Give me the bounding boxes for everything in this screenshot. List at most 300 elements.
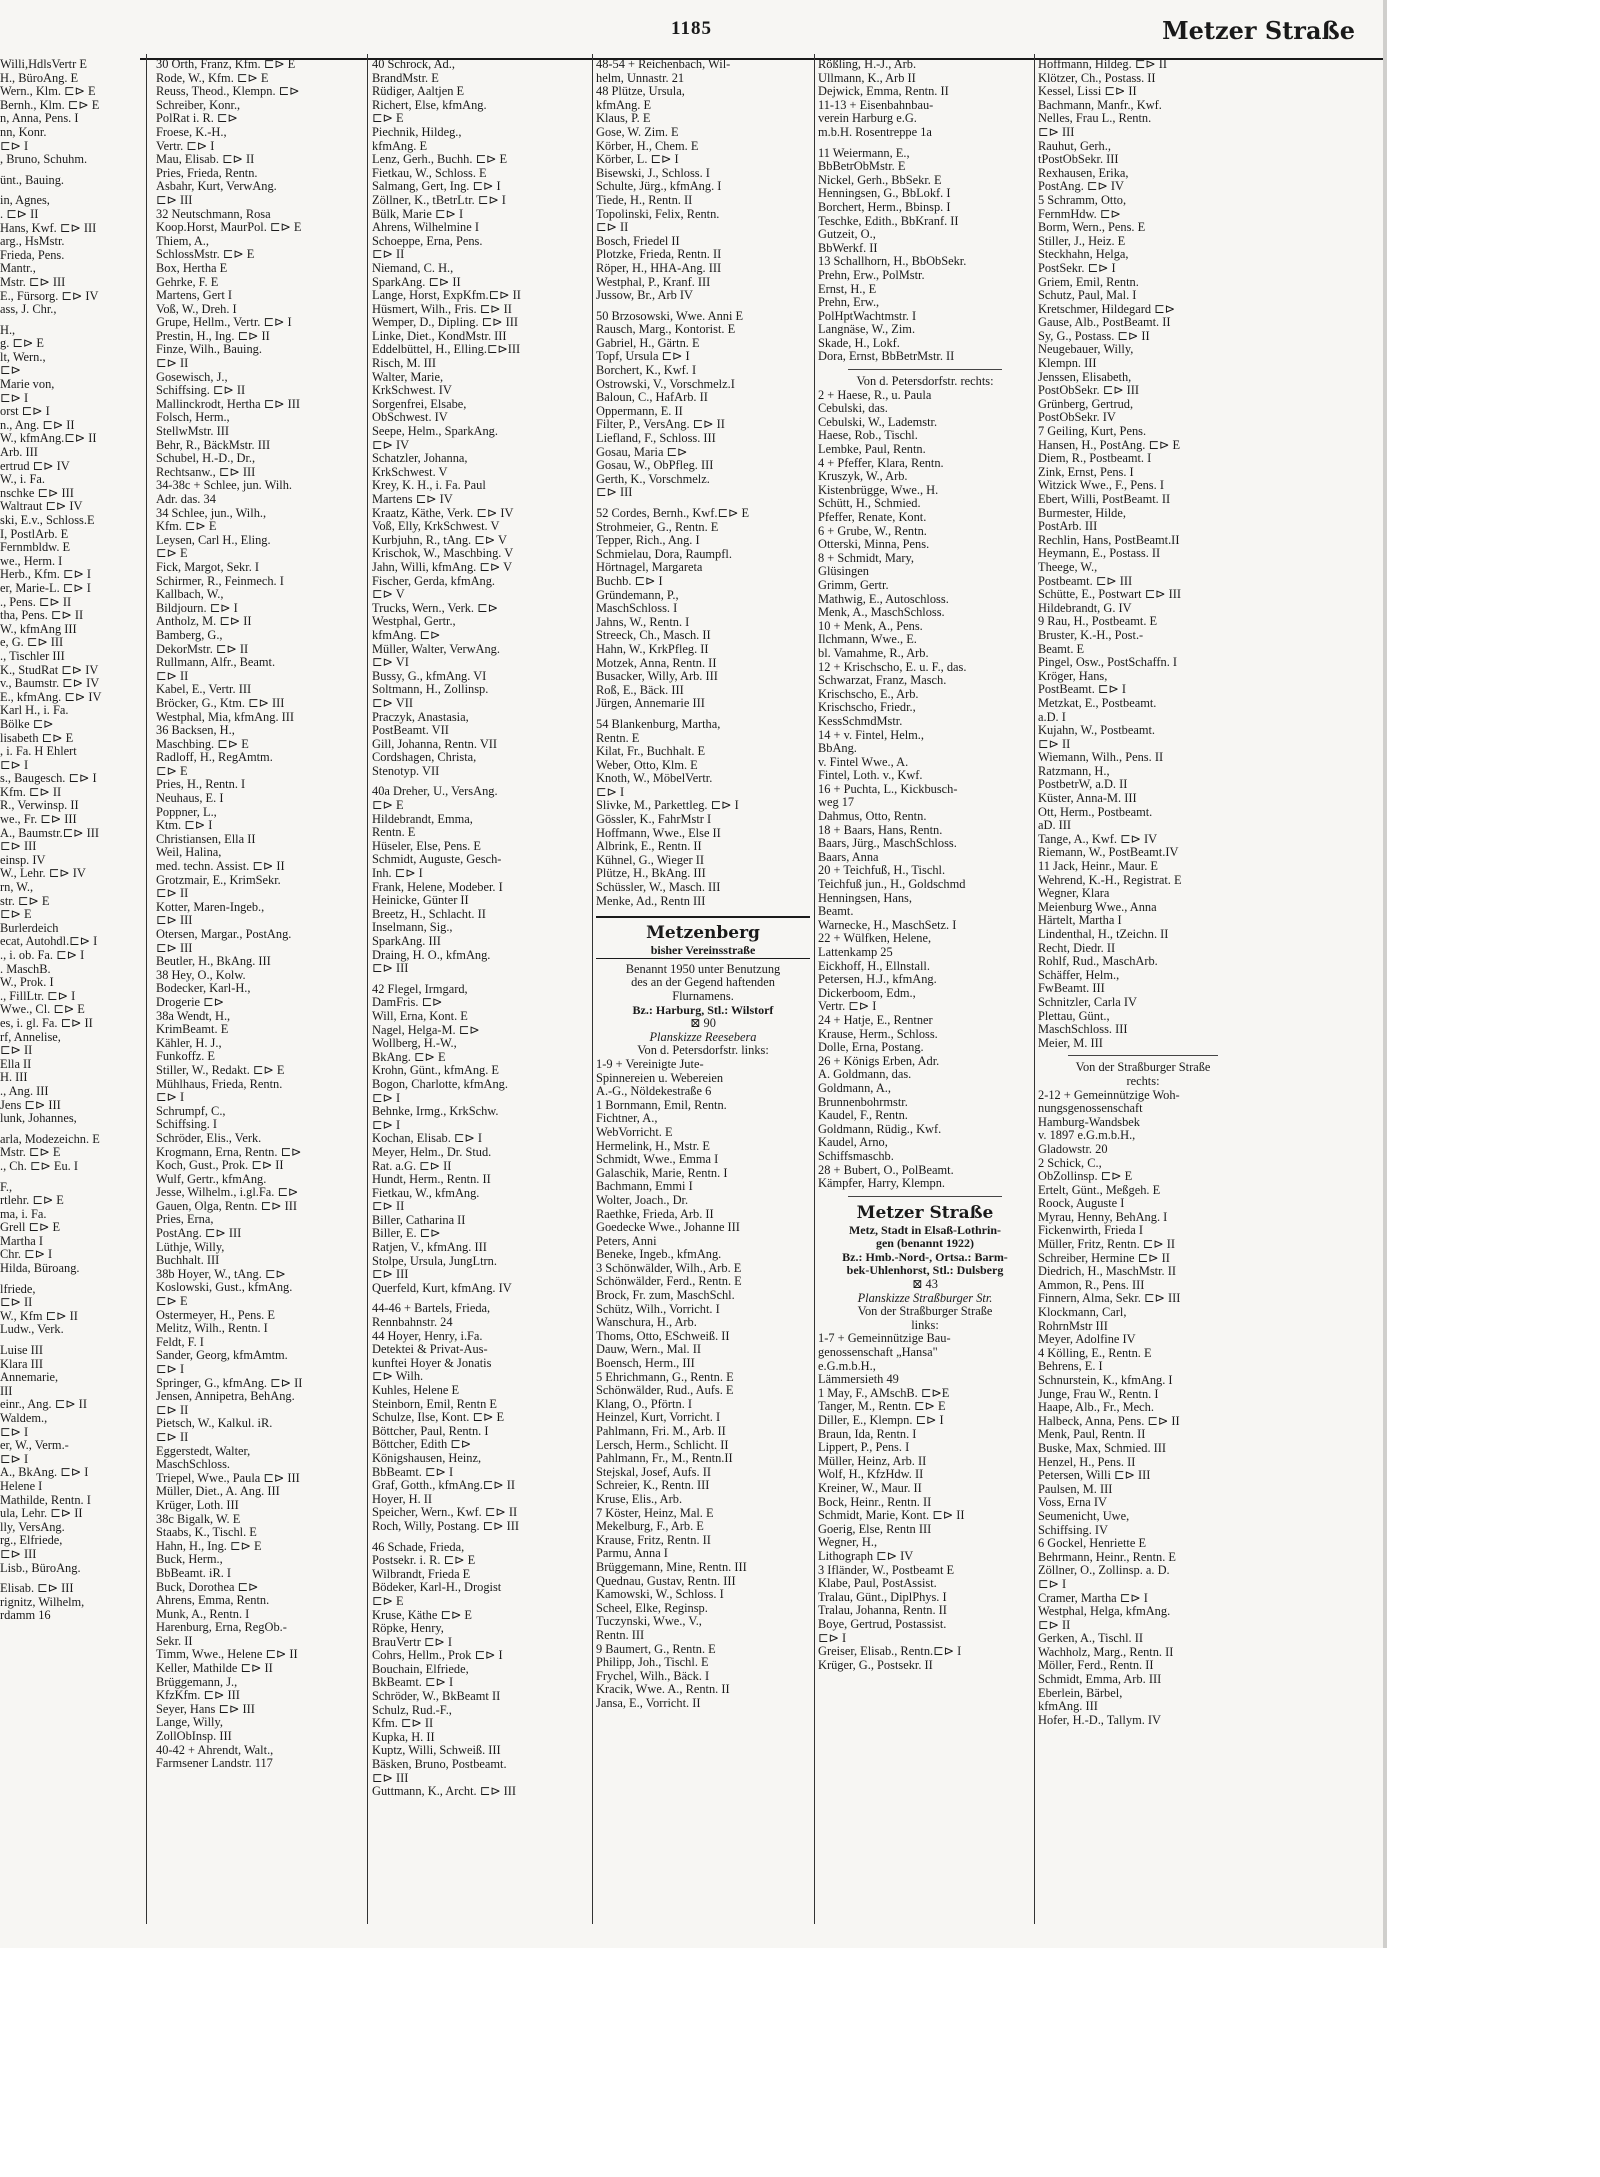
section-separator xyxy=(1068,1055,1218,1056)
directory-entry: 44-46 + Bartels, Frieda, xyxy=(372,1302,491,1316)
directory-entry: Kraatz, Käthe, Verk. ⊏⊳ IV xyxy=(372,506,514,520)
directory-entry: , Bruno, Schuhm. xyxy=(0,153,88,167)
directory-entry: BbWerkf. II xyxy=(818,241,878,255)
directory-entry: weg 17 xyxy=(818,796,855,810)
directory-entry: Rößling, H.-J., Arb. xyxy=(818,58,917,71)
directory-entry: Mstr. ⊏⊳ E xyxy=(0,1146,61,1160)
directory-entry: Kruse, Elis., Arb. xyxy=(596,1492,683,1506)
directory-entry: Warnecke, H., MaschSetz. I xyxy=(818,918,957,932)
directory-entry: Biller, E. ⊏⊳ xyxy=(372,1227,441,1241)
directory-entry: Jensen, Annipetra, BehAng. xyxy=(156,1390,295,1404)
directory-entry: Dickerboom, Edm., xyxy=(818,986,916,1000)
directory-entry: Tange, A., Kwf. ⊏⊳ IV xyxy=(1038,832,1158,846)
directory-entry: Kähler, H. J., xyxy=(156,1036,222,1050)
directory-entry: Topf, Ursula ⊏⊳ I xyxy=(596,350,690,364)
directory-entry: Willi,HdlsVertr E xyxy=(0,58,87,71)
directory-entry: 16 + Puchta, L., Kickbusch- xyxy=(818,782,958,796)
directory-entry: Westphal, Mia, kfmAng. III xyxy=(156,710,295,724)
directory-entry: Seepe, Helm., SparkAng. xyxy=(372,425,498,439)
directory-entry: Kotter, Maren-Ingeb., xyxy=(156,900,265,914)
directory-entry: DamFris. ⊏⊳ xyxy=(372,996,443,1010)
directory-entry: Pries, Erna, xyxy=(156,1213,214,1227)
directory-entry: Bachmann, Manfr., Kwf. xyxy=(1038,98,1162,112)
directory-entry: Kruse, Käthe ⊏⊳ E xyxy=(372,1608,473,1622)
directory-entry: Peters, Anni xyxy=(596,1234,657,1248)
directory-entry: Schiffsing. IV xyxy=(1038,1523,1108,1537)
directory-entry: ⊏⊳ III xyxy=(0,840,37,854)
directory-entry: Klockmann, Carl, xyxy=(1038,1306,1127,1320)
directory-entry: Buske, Max, Schmied. III xyxy=(1038,1441,1167,1455)
directory-entry: Praczyk, Anastasia, xyxy=(372,710,469,724)
directory-entry: R., Verwinsp. II xyxy=(0,799,79,813)
directory-entry: 54 Blankenburg, Martha, xyxy=(596,717,721,731)
directory-entry: e, G. ⊏⊳ III xyxy=(0,636,64,650)
directory-entry: Gosau, W., ObPfleg. III xyxy=(596,459,714,473)
directory-entry: Schnitzler, Carla IV xyxy=(1038,995,1137,1009)
directory-entry: BrandMstr. E xyxy=(372,71,439,85)
directory-entry: Ella II xyxy=(0,1057,32,1071)
street-info: Bz.: Harburg, Stl.: Wilstorf xyxy=(632,1002,774,1017)
directory-entry: rn, W., xyxy=(0,881,34,895)
directory-entry: Karl H., i. Fa. xyxy=(0,704,69,718)
directory-entry: BbBetrObMstr. E xyxy=(818,160,906,174)
directory-entry: Ilchmann, Wwe., E. xyxy=(818,633,917,647)
blank-line xyxy=(0,187,128,194)
directory-entry: Königshausen, Heinz, xyxy=(372,1451,482,1465)
directory-entry: Böttcher, Paul, Rentn. I xyxy=(372,1424,489,1438)
directory-entry: KrkSchwest. V xyxy=(372,465,448,479)
blank-line xyxy=(372,1534,590,1541)
column-divider xyxy=(1034,54,1035,1924)
directory-entry: PostBeamt. ⊏⊳ I xyxy=(1038,683,1126,697)
street-info: gen (benannt 1922) xyxy=(875,1236,974,1251)
directory-entry: v. Fintel Wwe., A. xyxy=(818,755,909,769)
directory-entry: Poppner, L., xyxy=(156,805,217,819)
directory-entry: Fischer, Gerda, kfmAng. xyxy=(372,574,496,588)
section-separator xyxy=(848,369,1002,370)
directory-entry: Koch, Gust., Prok. ⊏⊳ II xyxy=(156,1159,284,1173)
directory-entry: Kilat, Fr., Buchhalt. E xyxy=(596,745,706,759)
directory-entry: Wachholz, Marg., Rentn. II xyxy=(1038,1645,1174,1659)
directory-entry: Westphal, Gertr., xyxy=(372,615,456,629)
directory-entry: 30 Orth, Franz, Kfm. ⊏⊳ E xyxy=(156,58,296,71)
directory-entry: MaschSchloss. III xyxy=(1038,1023,1128,1037)
directory-entry: Wegner, Klara xyxy=(1038,887,1110,901)
directory-entry: ⊏⊳ E xyxy=(156,1295,188,1309)
blank-line xyxy=(372,976,590,983)
directory-entry: ., i. ob. Fa. ⊏⊳ I xyxy=(0,949,85,962)
directory-entry: PolHptWachtmstr. I xyxy=(818,309,917,323)
directory-entry: W., Kfm ⊏⊳ II xyxy=(0,1309,78,1323)
directory-entry: Schmidt, Auguste, Gesch- xyxy=(372,853,502,867)
directory-entry: . MaschB. xyxy=(0,962,51,976)
directory-entry: Niemand, C. H., xyxy=(372,261,454,275)
directory-entry: Gabriel, H., Gärtn. E xyxy=(596,336,700,350)
directory-entry: Hildebrandt, G. IV xyxy=(1038,601,1132,615)
directory-entry: Eberlein, Bärbel, xyxy=(1038,1686,1123,1700)
directory-entry: Rennbahnstr. 24 xyxy=(372,1316,453,1330)
directory-entry: Schubel, H.-D., Dr., xyxy=(156,452,256,466)
directory-entry: kfmAng. III xyxy=(1038,1700,1098,1714)
directory-entry: ⊏⊳ V xyxy=(372,588,405,602)
directory-entry: ObZollinsp. ⊏⊳ E xyxy=(1038,1170,1133,1184)
directory-entry: 40-42 + Ahrendt, Walt., xyxy=(156,1743,274,1757)
directory-entry: Gutzeit, O., xyxy=(818,228,876,242)
directory-entry: Ratjen, V., kfmAng. III xyxy=(372,1241,487,1255)
directory-entry: Farmsener Landstr. 117 xyxy=(156,1757,273,1771)
directory-entry: Klang, O., Pförtn. I xyxy=(596,1397,693,1411)
directory-entry: Hörtnagel, Margareta xyxy=(596,561,703,575)
directory-entry: Klara III xyxy=(0,1357,43,1371)
directory-entry: Hilda, Büroang. xyxy=(0,1262,80,1276)
directory-entry: Funkoffz. E xyxy=(156,1050,215,1064)
directory-entry: Westphal, Helga, kfmAng. xyxy=(1038,1605,1171,1619)
directory-entry: Klabe, Paul, PostAssist. xyxy=(818,1577,937,1591)
directory-entry: 32 Neutschmann, Rosa xyxy=(156,207,271,221)
directory-entry: ertrud ⊏⊳ IV xyxy=(0,459,70,473)
directory-entry: Roß, E., Bäck. III xyxy=(596,683,684,697)
directory-entry: aD. III xyxy=(1038,819,1072,833)
directory-entry: Westphal, P., Kranf. III xyxy=(596,275,711,289)
directory-entry: Rentn. E xyxy=(596,731,640,745)
blank-line xyxy=(0,1575,128,1582)
directory-entry: Tralau, Günt., DiplPhys. I xyxy=(818,1590,947,1604)
directory-entry: Dahmus, Otto, Rentn. xyxy=(818,810,927,824)
directory-entry: Hoffmann, Wwe., Else II xyxy=(596,826,721,840)
directory-entry: ⊏⊳ II xyxy=(372,1200,405,1214)
directory-entry: Bogon, Charlotte, kfmAng. xyxy=(372,1077,508,1091)
directory-entry: PolRat i. R. ⊏⊳ xyxy=(156,112,238,126)
directory-entry: ., Tischler III xyxy=(0,649,65,663)
directory-entry: Keller, Mathilde ⊏⊳ II xyxy=(156,1662,273,1676)
directory-entry: Box, Hertha E xyxy=(156,261,228,275)
directory-entry: Buchb. ⊏⊳ I xyxy=(596,574,663,588)
directory-entry: 20 + Teichfuß, H., Tischl. xyxy=(818,864,946,878)
directory-entry: Küster, Anna-M. III xyxy=(1038,792,1137,806)
directory-entry: einr., Ang. ⊏⊳ II xyxy=(0,1398,87,1412)
directory-entry: Galaschik, Marie, Rentn. I xyxy=(596,1166,728,1180)
directory-entry: Junge, Frau W., Rentn. I xyxy=(1038,1387,1159,1401)
directory-entry: Meyer, Helm., Dr. Stud. xyxy=(372,1145,492,1159)
directory-entry: Bödeker, Karl-H., Drogist xyxy=(372,1581,502,1595)
directory-entry: Speicher, Wern., Kwf. ⊏⊳ II xyxy=(372,1506,518,1520)
directory-entry: Krischok, W., Maschbing. V xyxy=(372,547,514,561)
directory-entry: 12 + Krischscho, E. u. F., das. xyxy=(818,660,967,674)
directory-entry: Rüdiger, Aaltjen E xyxy=(372,85,465,99)
directory-entry: Henningsen, G., BbLokf. I xyxy=(818,187,951,201)
directory-entry: Gill, Johanna, Rentn. VII xyxy=(372,737,498,751)
directory-entry: Detektei & Privat-Aus- xyxy=(372,1343,488,1357)
directory-entry: er, Marie-L. ⊏⊳ I xyxy=(0,581,91,595)
directory-entry: Böttcher, Edith ⊏⊳ xyxy=(372,1438,472,1452)
directory-entry: Härtelt, Martha I xyxy=(1038,914,1122,928)
directory-entry: Slivke, M., Parkettleg. ⊏⊳ I xyxy=(596,799,739,813)
directory-entry: Burlerdeich xyxy=(0,921,59,935)
directory-entry: Körber, H., Chem. E xyxy=(596,139,699,153)
directory-entry: Fernmbldw. E xyxy=(0,541,71,555)
directory-entry: Henzel, H., Pens. II xyxy=(1038,1455,1136,1469)
directory-entry: Koop.Horst, MaurPol. ⊏⊳ E xyxy=(156,221,302,235)
directory-entry: Wern., Klm. ⊏⊳ E xyxy=(0,85,96,99)
directory-entry: Brunnenbohrmstr. xyxy=(818,1095,908,1109)
directory-entry: Kühnel, G., Wieger II xyxy=(596,853,705,867)
directory-entry: Sorgenfrei, Elsabe, xyxy=(372,397,467,411)
directory-entry: Annemarie, xyxy=(0,1371,59,1385)
page-header xyxy=(0,12,1383,52)
directory-entry: ⊏⊳ III xyxy=(372,1268,409,1282)
directory-entry: einsp. IV xyxy=(0,853,46,867)
directory-entry: Quednau, Gustav, Rentn. III xyxy=(596,1574,736,1588)
directory-entry: in, Agnes, xyxy=(0,194,50,208)
directory-entry: Rausch, Marg., Kontorist. E xyxy=(596,323,736,337)
blank-line xyxy=(372,778,590,785)
blank-line xyxy=(0,167,128,174)
directory-entry: Buck, Dorothea ⊏⊳ xyxy=(156,1580,259,1594)
street-note: Benannt 1950 unter Benutzung xyxy=(625,961,781,976)
directory-entry: Busacker, Willy, Arb. III xyxy=(596,670,718,684)
directory-entry: Hüsmert, Wilh., Fris. ⊏⊳ II xyxy=(372,302,512,316)
directory-entry: Kessel, Lissi ⊏⊳ II xyxy=(1038,85,1137,99)
directory-entry: Hofer, H.-D., Tallym. IV xyxy=(1038,1713,1161,1727)
directory-entry: Wollberg, H.-W., xyxy=(372,1037,457,1051)
directory-entry: Pahlmann, Fri. M., Arb. II xyxy=(596,1425,726,1438)
directory-entry: Kröger, Hans, xyxy=(1038,669,1108,683)
directory-entry: Kurbjuhn, R., tAng. ⊏⊳ V xyxy=(372,533,507,547)
directory-entry: Schönwälder, Ferd., Rentn. E xyxy=(596,1275,742,1289)
directory-entry: er, W., Verm.- xyxy=(0,1439,69,1453)
directory-entry: med. techn. Assist. ⊏⊳ II xyxy=(156,860,285,874)
directory-entry: Triepel, Wwe., Paula ⊏⊳ III xyxy=(156,1471,300,1485)
directory-entry: Kaudel, Arno, xyxy=(818,1136,888,1150)
directory-entry: Schütz, Wilh., Vorricht. I xyxy=(596,1302,720,1316)
directory-entry: Plütze, H., BkAng. III xyxy=(596,867,706,881)
directory-entry: Querfeld, Kurt, kfmAng. IV xyxy=(372,1281,512,1295)
directory-entry: Weil, Halina, xyxy=(156,846,222,860)
directory-entry: Rechtsanw., ⊏⊳ III xyxy=(156,465,256,479)
directory-entry: ⊏⊳ I xyxy=(156,1091,185,1105)
directory-entry: Herb., Kfm. ⊏⊳ I xyxy=(0,568,92,582)
directory-entry: ⊏⊳ xyxy=(0,364,21,378)
directory-entry: kunftei Hoyer & Jonatis xyxy=(372,1356,492,1370)
directory-entry: Gose, W. Zim. E xyxy=(596,125,679,139)
directory-entry: rignitz, Wilhelm, xyxy=(0,1595,85,1609)
directory-entry: III xyxy=(0,1384,13,1398)
directory-entry: Schnurstein, K., kfmAng. I xyxy=(1038,1374,1173,1387)
directory-entry: Schulze, Ilse, Kont. ⊏⊳ E xyxy=(372,1411,505,1425)
directory-entry: Menke, Ad., Rentn III xyxy=(596,894,706,908)
directory-entry: lt, Wern., xyxy=(0,350,46,364)
directory-entry: Schwarzat, Franz, Masch. xyxy=(818,674,947,688)
directory-entry: Hermelink, H., Mstr. E xyxy=(596,1139,710,1153)
directory-entry: BbBeamt. ⊏⊳ I xyxy=(372,1465,454,1479)
column-divider xyxy=(146,54,147,1924)
directory-entry: Bäsken, Bruno, Postbeamt. xyxy=(372,1758,507,1772)
directory-entry: Pingel, Osw., PostSchaffn. I xyxy=(1038,656,1178,670)
directory-entry: Schiffsing. ⊏⊳ II xyxy=(156,384,246,398)
directory-entry: 11 Weiermann, E., xyxy=(818,146,910,160)
directory-entry: Jahn, Willi, kfmAng. ⊏⊳ V xyxy=(372,560,513,574)
directory-entry: ⊏⊳ E xyxy=(0,908,32,922)
directory-entry: BbAng. xyxy=(818,742,857,756)
directory-entry: Mstr. ⊏⊳ III xyxy=(0,275,66,289)
directory-entry: Jussow, Br., Arb IV xyxy=(596,289,693,303)
directory-entry: Schulte, Jürg., kfmAng. I xyxy=(596,180,722,194)
directory-entry: Schmidt, Marie, Kont. ⊏⊳ II xyxy=(818,1509,965,1523)
directory-entry: 1-7 + Gemeinnützige Bau- xyxy=(818,1332,951,1346)
directory-entry: Motzek, Anna, Rentn. II xyxy=(596,656,717,670)
directory-entry: Brüggemann, Mine, Rentn. III xyxy=(596,1560,747,1574)
directory-entry: 22 + Wülfken, Helene, xyxy=(818,932,932,946)
directory-entry: Schiffsmaschb. xyxy=(818,1149,894,1163)
directory-entry: Teschke, Edith., BbKranf. II xyxy=(818,214,959,228)
directory-entry: Heinzel, Kurt, Vorricht. I xyxy=(596,1411,721,1425)
directory-entry: Lersch, Herm., Schlicht. II xyxy=(596,1438,729,1452)
directory-entry: rdamm 16 xyxy=(0,1609,51,1623)
directory-entry: Harenburg, Erna, RegOb.- xyxy=(156,1621,287,1635)
directory-entry: Beamt. E xyxy=(1038,642,1085,656)
directory-entry: Kretschmer, Hildegard ⊏⊳ xyxy=(1038,302,1176,316)
blank-line xyxy=(596,303,810,310)
directory-entry: m.b.H. Rosentreppe 1a xyxy=(818,125,932,139)
directory-entry: Inselmann, Sig., xyxy=(372,921,453,935)
directory-entry: Bülk, Marie ⊏⊳ I xyxy=(372,207,464,221)
directory-entry: Soltmann, H., Zollinsp. xyxy=(372,683,489,697)
directory-entry: Borchert, K., Kwf. I xyxy=(596,364,697,378)
directory-entry: Filter, P., VersAng. ⊏⊳ II xyxy=(596,418,725,432)
directory-entry: Melitz, Wilh., Rentn. I xyxy=(156,1322,268,1336)
directory-entry: PostbetrW, a.D. II xyxy=(1038,778,1128,792)
directory-entry: Roch, Willy, Postang. ⊏⊳ III xyxy=(372,1519,520,1533)
directory-entry: Cramer, Martha ⊏⊳ I xyxy=(1038,1591,1148,1605)
directory-entry: Linke, Diet., KondMstr. III xyxy=(372,329,507,343)
directory-entry: ⊏⊳ III xyxy=(372,1771,409,1785)
planskizze-note: Planskizze Reesebera xyxy=(649,1029,757,1044)
directory-entry: PostAng. ⊏⊳ IV xyxy=(1038,180,1124,194)
directory-entry: Guttmann, K., Archt. ⊏⊳ III xyxy=(372,1785,517,1799)
directory-entry: Müller, Walter, VerwAng. xyxy=(372,642,500,656)
directory-entry: Röper, H., HHA-Ang. III xyxy=(596,261,722,275)
directory-entry: Kfm. ⊏⊳ II xyxy=(0,785,62,799)
directory-entry: Diedrich, H., MaschMstr. II xyxy=(1038,1265,1176,1279)
directory-entry: Schreier, K., Rentn. III xyxy=(596,1479,710,1493)
blank-line xyxy=(0,317,128,324)
directory-entry: BbBeamt. iR. I xyxy=(156,1566,232,1580)
directory-entry: Kamowski, W., Schloss. I xyxy=(596,1588,724,1602)
directory-entry: Knoth, W., MöbelVertr. xyxy=(596,772,713,786)
street-note: rechts: xyxy=(1126,1073,1160,1088)
directory-entry: lfriede, xyxy=(0,1282,36,1296)
directory-entry: Bamberg, G., xyxy=(156,628,223,642)
directory-entry: Haese, Rob., Tischl. xyxy=(818,429,918,443)
directory-entry: Schoeppe, Erna, Pens. xyxy=(372,234,483,248)
directory-entry: rf, Annelise, xyxy=(0,1030,61,1044)
directory-entry: Ebert, Willi, PostBeamt. II xyxy=(1038,493,1171,506)
directory-entry: A., Baumstr.⊏⊳ III xyxy=(0,826,99,840)
directory-entry: Ullmann, K., Arb II xyxy=(818,71,916,85)
directory-entry: 24 + Hatje, E., Rentner xyxy=(818,1013,933,1027)
directory-entry: FwBeamt. III xyxy=(1038,982,1105,996)
directory-entry: Rode, W., Kfm. ⊏⊳ E xyxy=(156,71,269,85)
directory-entry: ⊏⊳ II xyxy=(372,248,405,262)
directory-entry: Fintel, Loth. v., Kwf. xyxy=(818,769,923,783)
directory-entry: Gosau, Maria ⊏⊳ xyxy=(596,445,688,459)
directory-entry: Mathilde, Rentn. I xyxy=(0,1493,91,1507)
directory-entry: ⊏⊳ II xyxy=(156,357,189,371)
directory-entry: Kabel, E., Vertr. III xyxy=(156,683,252,697)
directory-entry: Zink, Ernst, Pens. I xyxy=(1038,465,1134,479)
directory-entry: Sy, G., Postass. ⊏⊳ II xyxy=(1038,329,1150,343)
directory-entry: Schmidt, Emma, Arb. III xyxy=(1038,1673,1162,1687)
directory-entry: lunk, Johannes, xyxy=(0,1112,77,1126)
directory-entry: Liefland, F., Schloss. III xyxy=(596,432,716,446)
directory-entry: Voß, Elly, KrkSchwest. V xyxy=(372,520,500,534)
directory-entry: 13 Schallhorn, H., BbObSekr. xyxy=(818,255,967,269)
directory-entry: Martha I xyxy=(0,1234,44,1248)
directory-entry: Rat. a.G. ⊏⊳ II xyxy=(372,1159,452,1173)
directory-entry: ⊏⊳ I xyxy=(0,391,29,405)
directory-entry: ⊏⊳ III xyxy=(156,941,193,955)
directory-entry: es, i. gl. Fa. ⊏⊳ II xyxy=(0,1016,93,1030)
directory-entry: Hildebrandt, Emma, xyxy=(372,812,473,826)
directory-entry: Steinborn, Emil, Rentn E xyxy=(372,1397,497,1411)
column-1 xyxy=(156,58,364,1928)
directory-entry: Springer, G., kfmAng. ⊏⊳ II xyxy=(156,1376,303,1390)
directory-entry: Eddelbüttel, H., Elling.⊏⊳III xyxy=(372,343,521,357)
column-2 xyxy=(372,58,590,1928)
directory-entry: 46 Schade, Frieda, xyxy=(372,1540,465,1554)
directory-entry: H., xyxy=(0,323,16,337)
directory-entry: Topolinski, Felix, Rentn. xyxy=(596,207,720,221)
directory-entry: Meier, M. III xyxy=(1038,1036,1103,1050)
directory-entry: . ⊏⊳ II xyxy=(0,207,39,221)
directory-entry: Schutz, Paul, Mal. I xyxy=(1038,289,1137,303)
directory-entry: Behrmann, Heinr., Rentn. E xyxy=(1038,1550,1176,1564)
directory-entry: Klötzer, Ch., Postass. II xyxy=(1038,71,1156,85)
street-note: ⊠ 90 xyxy=(690,1016,716,1031)
directory-entry: Schröder, W., BkBeamt II xyxy=(372,1690,501,1704)
directory-entry: Seyer, Hans ⊏⊳ III xyxy=(156,1702,255,1716)
directory-entry: Dejwick, Emma, Rentn. II xyxy=(818,85,949,99)
directory-entry: Eggerstedt, Walter, xyxy=(156,1444,251,1458)
directory-entry: Kuptz, Willi, Schweiß. III xyxy=(372,1744,501,1758)
directory-entry: Fichtner, A., xyxy=(596,1112,658,1126)
directory-entry: Lenz, Gerh., Buchh. ⊏⊳ E xyxy=(372,153,508,167)
directory-entry: KrimBeamt. E xyxy=(156,1023,229,1037)
directory-entry: Prestin, H., Ing. ⊏⊳ II xyxy=(156,329,270,343)
directory-entry: v. 1897 e.G.m.b.H., xyxy=(1038,1129,1136,1143)
directory-entry: Martens ⊏⊳ IV xyxy=(372,493,453,506)
directory-entry: Kallbach, W., xyxy=(156,588,224,602)
directory-entry: Schütte, E., Postwart ⊏⊳ III xyxy=(1038,588,1182,602)
directory-entry: 48 Plütze, Ursula, xyxy=(596,85,685,99)
directory-entry: Lämmersieth 49 xyxy=(818,1373,899,1387)
directory-entry: Grotzmair, E., KrimSekr. xyxy=(156,873,281,887)
directory-entry: Neugebauer, Willy, xyxy=(1038,343,1134,357)
directory-entry: 10 + Menk, A., Pens. xyxy=(818,619,923,633)
directory-entry: ⊏⊳ E xyxy=(156,547,188,561)
directory-entry: ⊏⊳ I xyxy=(0,139,29,153)
directory-entry: Zöllner, O., Zollinsp. a. D. xyxy=(1038,1564,1170,1578)
directory-entry: Antholz, M. ⊏⊳ II xyxy=(156,615,252,629)
directory-entry: genossenschaft „Hansa" xyxy=(818,1346,938,1360)
directory-entry: Körber, L. ⊏⊳ I xyxy=(596,153,679,167)
directory-entry: MaschSchloss. xyxy=(156,1458,230,1472)
directory-entry: Langnäse, W., Zim. xyxy=(818,323,916,337)
directory-entry: WebVorricht. E xyxy=(596,1125,673,1139)
directory-entry: Vertr. ⊏⊳ I xyxy=(818,1000,877,1014)
column-3 xyxy=(596,58,810,1928)
directory-entry: Hundt, Herm., Rentn. II xyxy=(372,1173,491,1187)
